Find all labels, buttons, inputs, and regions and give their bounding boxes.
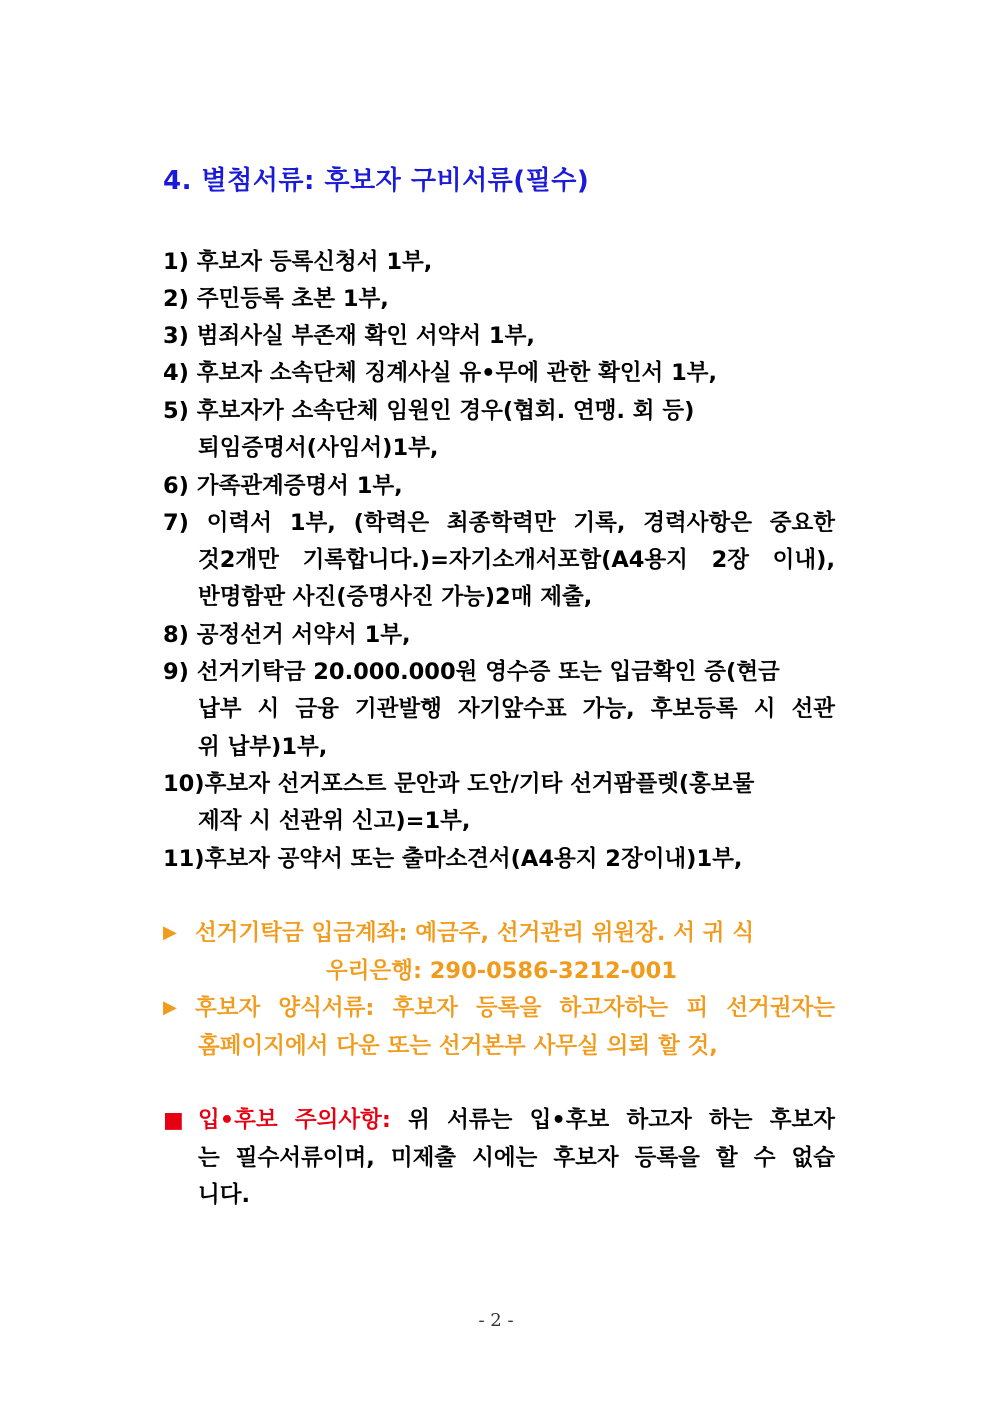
list-item-continuation: 제작 시 선관위 신고)=1부, [198, 808, 471, 834]
list-item: 2) 주민등록 초본 1부, [163, 286, 389, 312]
list-item: 5) 후보자가 소속단체 임원인 경우(협회. 연맹. 회 등) [163, 398, 695, 424]
list-item: 8) 공정선거 서약서 1부, [163, 622, 411, 648]
list-item-continuation: 것2개만 기록합니다.)=자기소개서포함(A4용지 2장 이내), [198, 547, 835, 573]
caution-text-continuation: 는 필수서류이며, 미제출 시에는 후보자 등록을 할 수 없습 [198, 1145, 835, 1171]
list-item: 3) 범죄사실 부존재 확인 서약서 1부, [163, 323, 535, 349]
deposit-account-note [163, 918, 835, 948]
deposit-account-text: 선거기탁금 입금계좌: 예금주, 선거관리 위원장. 서 귀 식 [195, 920, 755, 946]
forms-note [163, 993, 835, 1023]
list-item-continuation: 위 납부)1부, [198, 734, 328, 760]
caution-note [163, 1105, 835, 1136]
caution-text: 위 서류는 입•후보 하고자 하는 후보자 [408, 1107, 835, 1133]
list-item-continuation: 반명함판 사진(증명사진 가능)2매 제출, [198, 584, 593, 610]
forms-note-text: 후보자 양식서류: 후보자 등록을 하고자하는 피 선거권자는 [195, 995, 835, 1021]
list-item: 1) 후보자 등록신청서 1부, [163, 249, 433, 275]
square-bullet-icon: ■ [163, 1108, 184, 1133]
list-item: 10)후보자 선거포스트 문안과 도안/기타 선거팜플렛(홍보물 [163, 771, 755, 797]
caution-label: 입•후보 주의사항: [198, 1107, 391, 1133]
list-item-continuation: 퇴임증명서(사임서)1부, [198, 435, 439, 461]
list-item: 7) 이력서 1부, (학력은 최종학력만 기록, 경력사항은 중요한 [163, 510, 835, 536]
triangle-bullet-icon: ▶ [163, 922, 177, 943]
list-item-continuation: 납부 시 금융 기관발행 자기앞수표 가능, 후보등록 시 선관 [198, 696, 835, 722]
list-item: 4) 후보자 소속단체 징계사실 유•무에 관한 확인서 1부, [163, 360, 718, 386]
page-number: - 2 - [478, 1310, 514, 1331]
caution-text-continuation: 니다. [198, 1182, 251, 1208]
bank-account-number: 우리은행: 290-0586-3212-001 [326, 958, 677, 984]
triangle-bullet-icon: ▶ [163, 997, 177, 1018]
list-item: 6) 가족관계증명서 1부, [163, 473, 403, 499]
list-item: 11)후보자 공약서 또는 출마소견서(A4용지 2장이내)1부, [163, 846, 743, 872]
forms-note-continuation: 홈페이지에서 다운 또는 선거본부 사무실 의뢰 할 것, [198, 1033, 718, 1059]
list-item: 9) 선거기탁금 20.000.000원 영수증 또는 입금확인 증(현금 [163, 659, 780, 685]
section-heading: 4. 별첨서류: 후보자 구비서류(필수) [163, 166, 590, 196]
